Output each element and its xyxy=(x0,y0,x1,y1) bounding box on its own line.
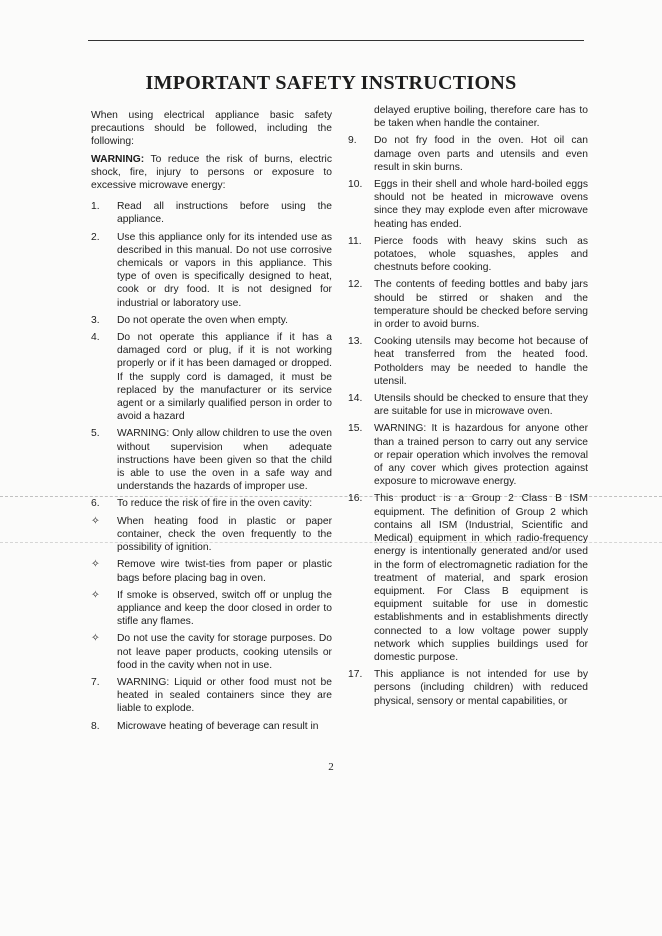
item-text: Pierce foods with heavy skins such as potatoes, whole squashes, apples and chestnuts before cooking. xyxy=(374,235,588,274)
item-text: Do not operate this appliance if it has a damaged cord or plug, if it is not working properly or if it has been damaged or dropped. If the supply cord is damaged, it must be replaced by the manufacturer or its service agent or a similarly qualified person in order to avoid a hazard xyxy=(117,332,332,423)
item-number: 6. xyxy=(91,498,100,510)
bullet-icon: ✧ xyxy=(91,633,100,645)
bullet-item xyxy=(91,558,332,584)
list-item xyxy=(348,668,588,708)
item-number: 14. xyxy=(348,393,363,405)
item-number: 9. xyxy=(348,135,357,147)
item-number: 3. xyxy=(91,314,100,326)
item-number: 2. xyxy=(91,231,100,243)
item-number: 1. xyxy=(91,201,100,213)
warning-label: WARNING: xyxy=(91,153,145,165)
list-item xyxy=(348,134,588,174)
bullet-item xyxy=(91,589,332,629)
list-item xyxy=(348,422,588,488)
item-number: 12. xyxy=(348,279,363,291)
bullet-text: If smoke is observed, switch off or unplug the appliance and keep the door closed in order to stifle any flames. xyxy=(117,589,332,628)
list-item xyxy=(91,314,332,327)
item-number: 8. xyxy=(91,720,100,732)
item-text: WARNING: It is hazardous for anyone other than a trained person to carry out any service or repair operation which involves the removal of any cover which gives protection against exposure to microwave energy. xyxy=(374,423,588,488)
item-text: Utensils should be checked to ensure that they are suitable for use in microwave oven. xyxy=(374,393,588,418)
list-item xyxy=(348,278,588,331)
list-item xyxy=(91,427,332,493)
warning-text: To reduce the risk of burns, electric shock, fire, injury to persons or exposure to excessive microwave energy: xyxy=(91,153,332,192)
list-item xyxy=(348,235,588,275)
item-text: Eggs in their shell and whole hard-boiled eggs should not be heated in microwave ovens since they may explode even after microwave heating has ended. xyxy=(374,179,588,230)
list-item xyxy=(91,231,332,310)
item-text: Read all instructions before using the appliance. xyxy=(117,201,332,226)
intro-paragraph: When using electrical appliance basic safety precautions should be followed, including the following: xyxy=(91,110,332,148)
item-number: 15. xyxy=(348,423,363,435)
list-item xyxy=(91,331,332,423)
item-text: Use this appliance only for its intended use as described in this manual. Do not use corrosive chemicals or vapors in this appliance. This type of oven is specifically designed to heat, cook or dry food. It is not designed for industrial or laboratory use. xyxy=(117,231,332,309)
item-text: The contents of feeding bottles and baby jars should be stirred or shaken and the temperature should be checked before serving in order to avoid burns. xyxy=(374,279,588,331)
item-text: This appliance is not intended for use by persons (including children) with reduced physical, sensory or mental capabilities, or xyxy=(374,669,588,707)
bullet-icon: ✧ xyxy=(91,589,100,601)
list-item xyxy=(91,720,332,733)
item-number: 7. xyxy=(91,676,100,688)
item-text: Microwave heating of beverage can result in xyxy=(117,720,319,732)
item-text: To reduce the risk of fire in the oven cavity: xyxy=(117,498,313,510)
item-text: This product is a Group 2 Class B ISM equipment. The definition of Group 2 which contains all ISM (Industrial, Scientific and Medical) equipment in which radio-frequency energy is intentionally generated and/or used in the form of electromagnetic radiation for the treatment of material, and spark erosion equipment. For Class B equipment is equipment suitable for use in domestic establishments and in establishments directly connected to a low voltage power supply network which supplies buildings used for domestic purpose. xyxy=(374,493,588,663)
bullet-text: When heating food in plastic or paper container, check the oven frequently to the possibility of ignition. xyxy=(117,515,332,554)
item-text: Do not operate the oven when empty. xyxy=(117,314,288,326)
item-text: Cooking utensils may become hot because of heat transferred from the heated food. Potholders may be needed to handle the utensil. xyxy=(374,336,588,387)
item-text: WARNING: Liquid or other food must not be heated in sealed containers since they are liable to explode. xyxy=(117,676,332,715)
item-number: 17. xyxy=(348,669,363,681)
left-column xyxy=(91,109,332,737)
page-number: 2 xyxy=(328,761,334,773)
item-number: 4. xyxy=(91,332,100,344)
item-number: 5. xyxy=(91,428,100,440)
bullet-text: Remove wire twist-ties from paper or plastic bags before placing bag in oven. xyxy=(117,559,332,584)
bullet-text: Do not use the cavity for storage purposes. Do not leave paper products, cooking utensils or food in the cavity when not in use. xyxy=(117,633,332,671)
list-item xyxy=(348,178,588,231)
item-text: WARNING: Only allow children to use the oven without supervision when adequate instructions have been given so that the child is able to use the oven in a safe way and understands the hazards of improper use. xyxy=(117,428,332,493)
bullet-item xyxy=(91,515,332,555)
page-title: IMPORTANT SAFETY INSTRUCTIONS xyxy=(145,72,517,94)
item-number: 13. xyxy=(348,336,363,348)
bullet-item xyxy=(91,632,332,672)
list-item xyxy=(348,392,588,418)
list-item xyxy=(91,200,332,226)
list-item xyxy=(348,492,588,664)
bullet-icon: ✧ xyxy=(91,559,100,571)
list-item xyxy=(91,497,332,510)
item-number: 10. xyxy=(348,179,363,191)
warning-paragraph xyxy=(91,153,332,193)
item-text: Do not fry food in the oven. Hot oil can damage oven parts and utensils and even result in skin burns. xyxy=(374,135,588,173)
list-item xyxy=(348,335,588,388)
item-number: 16. xyxy=(348,493,363,505)
header-rule xyxy=(88,40,584,41)
item-number: 11. xyxy=(348,235,362,247)
bullet-icon: ✧ xyxy=(91,515,100,527)
continuation-text: delayed eruptive boiling, therefore care has to be taken when handle the container. xyxy=(374,105,588,130)
list-item xyxy=(91,676,332,716)
right-column xyxy=(348,104,588,712)
